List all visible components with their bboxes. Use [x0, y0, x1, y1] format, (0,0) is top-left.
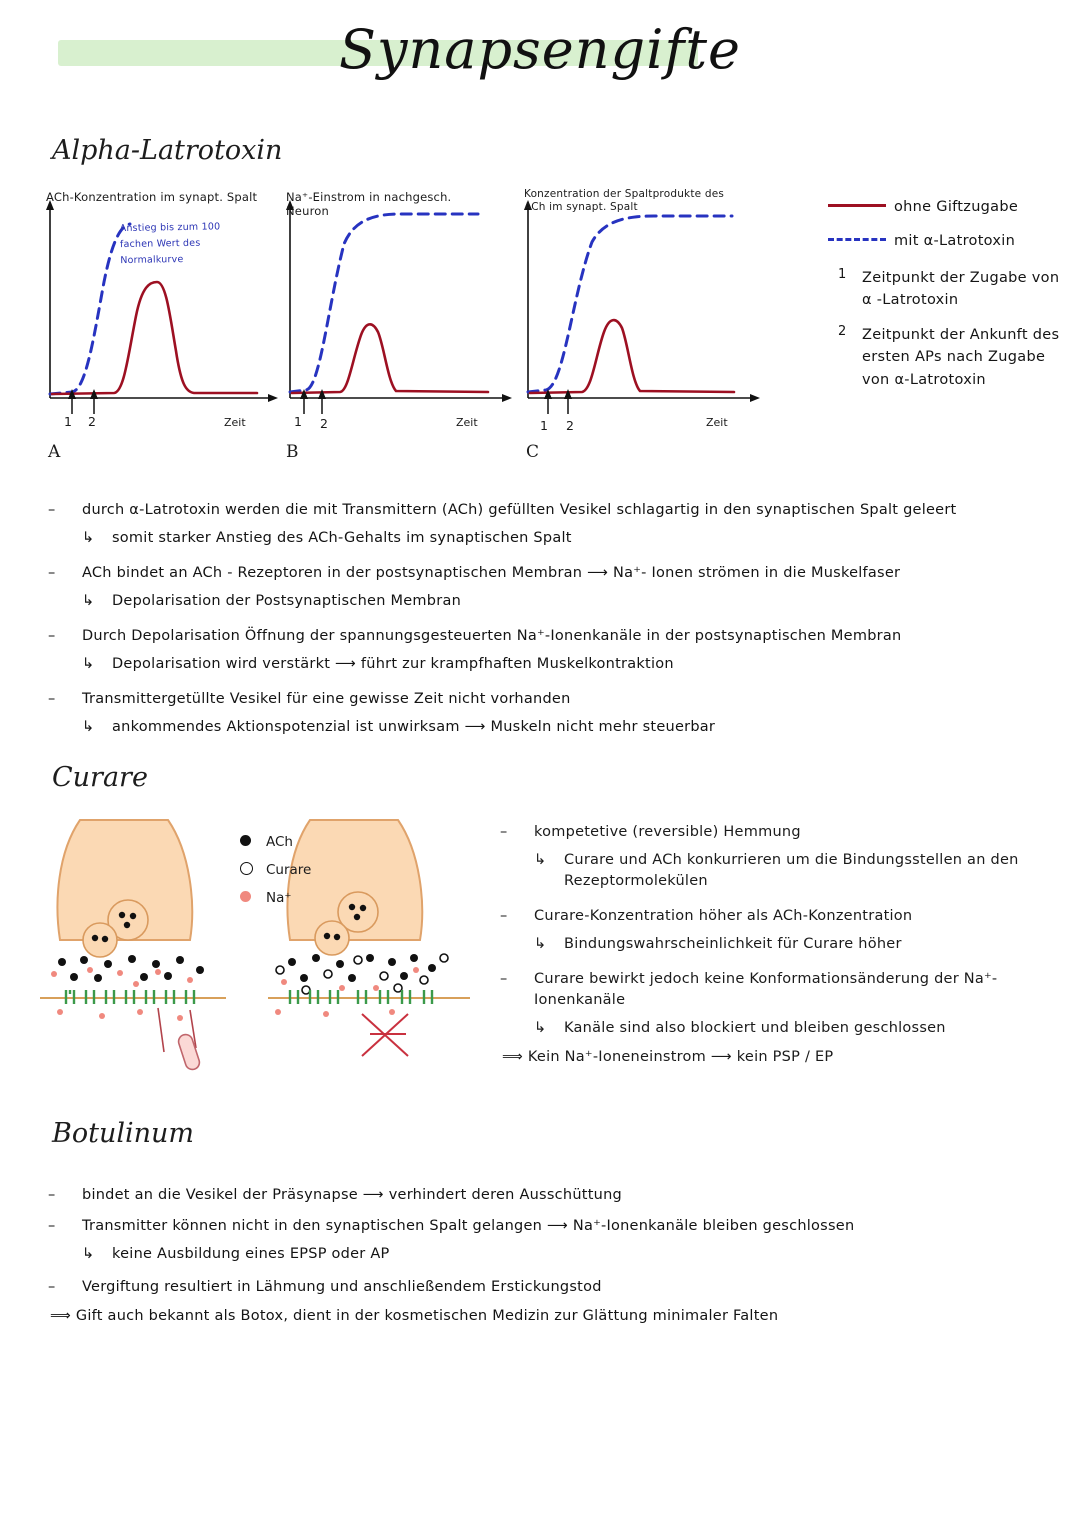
dash-icon: –	[48, 565, 56, 582]
bullet-sub	[48, 591, 1048, 612]
bullet-main: ACh bindet an ACh - Rezeptoren in der postsynaptischen Membran ⟶ Na⁺- Ionen strömen in die Muskelfaser	[82, 565, 901, 582]
bullet-main: Curare bewirkt jedoch keine Konformationsänderung der Na⁺-Ionenkanäle	[534, 971, 998, 1009]
dash-icon: –	[48, 1187, 56, 1203]
curare-conclusion: ⟹ Kein Na⁺-Ioneneinstrom ⟶ kein PSP / EP	[502, 1049, 834, 1066]
graph-legend	[828, 196, 1078, 403]
arrow-icon: ↳	[82, 656, 95, 673]
curare-synapse-diagram	[40, 812, 490, 1082]
legend-row-dashed	[828, 230, 1078, 252]
arrow-icon: ↳	[82, 1246, 95, 1263]
dash-icon: –	[500, 971, 508, 988]
dash-icon: –	[48, 691, 56, 708]
page-title-area	[0, 18, 1080, 108]
legend-note-2: Zeitpunkt der Ankunft des ersten APs nach Zugabe von α-Latrotoxin	[862, 326, 1060, 388]
alpha-bullet-list	[48, 500, 1048, 746]
legend-number-2: 2	[838, 323, 847, 339]
bullet-sub	[500, 1018, 1060, 1039]
bullet-sub-text: keine Ausbildung eines EPSP oder AP	[112, 1246, 390, 1263]
graph-panel-group	[42, 186, 822, 476]
graph-c-title: Konzentration der Spaltprodukte des ACh im synapt. Spalt	[524, 188, 725, 214]
list-item	[500, 969, 1060, 1039]
legend-row-note-1	[828, 267, 1078, 312]
list-item	[500, 906, 1060, 955]
open-circle-icon	[240, 862, 266, 879]
list-item	[48, 1185, 1048, 1206]
list-item	[48, 689, 1048, 738]
filled-black-circle-icon	[240, 834, 266, 850]
legend-item-ach	[240, 828, 311, 856]
graph-panel-a	[42, 186, 287, 476]
dash-icon: –	[48, 628, 56, 645]
bullet-main: Durch Depolarisation Öffnung der spannungsgesteuerten Na⁺-Ionenkanäle in der postsynaptischen Membran	[82, 628, 902, 645]
section-heading-curare: Curare	[52, 762, 148, 793]
dash-icon: –	[48, 502, 56, 518]
graph-c-letter: C	[526, 442, 540, 462]
legend-dashed-label: mit α-Latrotoxin	[894, 233, 1016, 250]
legend-item-na	[240, 884, 311, 912]
bullet-sub-text: Depolarisation wird verstärkt ⟶ führt zur krampfhaften Muskelkontraktion	[112, 656, 674, 673]
graph-b-letter: B	[286, 442, 299, 462]
list-item	[48, 1216, 1048, 1265]
bullet-sub	[48, 1244, 1048, 1265]
curare-bullet-list	[500, 822, 1060, 1065]
graph-b-tick-1: 1	[294, 414, 302, 429]
arrow-icon: ↳	[534, 1020, 547, 1037]
bullet-sub	[500, 934, 1060, 955]
legend-solid-label: ohne Giftzugabe	[894, 199, 1019, 215]
graph-b-title: Na⁺-Einstrom in nachgesch. Neuron	[286, 190, 452, 219]
graph-a-tick-2: 2	[88, 414, 96, 429]
graph-c-xlabel: Zeit	[706, 416, 728, 429]
legend-row-note-2	[828, 324, 1078, 391]
bullet-sub-text: Curare und ACh konkurrieren um die Bindungsstellen an den Rezeptormolekülen	[564, 852, 1019, 890]
graph-panel-b	[282, 186, 527, 476]
solid-line-icon	[828, 196, 894, 214]
legend-note-1: Zeitpunkt der Zugabe von α -Latrotoxin	[862, 269, 1060, 309]
dash-icon: –	[48, 1279, 56, 1296]
graph-a-annotation: Anstieg bis zum 100 fachen Wert des Normalkurve	[119, 221, 221, 267]
bullet-main: bindet an die Vesikel der Präsynapse ⟶ verhindert deren Ausschüttung	[82, 1187, 622, 1203]
bullet-main: Vergiftung resultiert in Lähmung und anschließendem Erstickungstod	[82, 1279, 602, 1296]
graph-b-xlabel: Zeit	[456, 416, 478, 429]
botulinum-conclusion: ⟹ Gift auch bekannt als Botox, dient in der kosmetischen Medizin zur Glättung minimaler Falten	[50, 1308, 779, 1325]
dash-icon: –	[500, 824, 508, 840]
list-item	[48, 626, 1048, 675]
bullet-sub-text: Depolarisation der Postsynaptischen Membran	[112, 593, 462, 610]
bullet-main: Transmittergetüllte Vesikel für eine gewisse Zeit nicht vorhanden	[82, 691, 571, 708]
dash-icon: –	[500, 908, 508, 925]
legend-label: ACh	[266, 834, 293, 850]
dashed-line-icon	[828, 230, 894, 248]
graph-a-tick-1: 1	[64, 414, 72, 429]
bullet-sub-text: Bindungswahrscheinlichkeit für Curare höher	[564, 936, 902, 953]
list-item	[500, 822, 1060, 892]
legend-item-curare	[240, 856, 311, 884]
bullet-sub-text: somit starker Anstieg des ACh-Gehalts im synaptischen Spalt	[112, 530, 572, 547]
bullet-main: Curare-Konzentration höher als ACh-Konzentration	[534, 908, 913, 925]
bullet-sub	[48, 528, 1048, 549]
arrow-icon: ↳	[534, 936, 547, 953]
bullet-sub	[48, 654, 1048, 675]
bullet-main: Transmitter können nicht in den synaptischen Spalt gelangen ⟶ Na⁺-Ionenkanäle bleiben geschlossen	[82, 1218, 855, 1235]
graph-c-tick-1: 1	[540, 418, 548, 433]
page-title: Synapsengifte	[339, 18, 741, 81]
list-item	[48, 1277, 1048, 1298]
section-heading-botulinum: Botulinum	[52, 1118, 194, 1149]
legend-row-solid	[828, 196, 1078, 218]
section-heading-alpha-latrotoxin: Alpha-Latrotoxin	[52, 135, 282, 166]
arrow-icon: ↳	[82, 719, 95, 736]
bullet-main: kompetetive (reversible) Hemmung	[534, 824, 801, 840]
dash-icon: –	[48, 1218, 56, 1235]
bullet-sub-text: Kanäle sind also blockiert und bleiben geschlossen	[564, 1020, 946, 1037]
curare-legend	[240, 828, 311, 912]
graph-a-letter: A	[48, 442, 61, 462]
graph-a-title: ACh-Konzentration im synapt. Spalt	[46, 190, 258, 204]
legend-number-1: 1	[838, 266, 847, 282]
graph-panel-c	[520, 186, 775, 476]
graph-c-tick-2: 2	[566, 418, 574, 433]
graph-a-xlabel: Zeit	[224, 416, 246, 429]
legend-label: Na⁺	[266, 890, 292, 906]
graph-b-tick-2: 2	[320, 416, 328, 431]
bullet-sub-text: ankommendes Aktionspotenzial ist unwirksam ⟶ Muskeln nicht mehr steuerbar	[112, 719, 716, 736]
list-item	[48, 500, 1048, 549]
bullet-sub	[48, 717, 1048, 738]
arrow-icon: ↳	[82, 530, 95, 547]
arrow-icon: ↳	[82, 593, 95, 610]
arrow-icon: ↳	[534, 852, 547, 869]
filled-red-circle-icon	[240, 890, 266, 906]
bullet-sub	[500, 850, 1060, 892]
legend-label: Curare	[266, 862, 312, 878]
botulinum-bullet-list	[48, 1185, 1048, 1324]
list-item	[48, 563, 1048, 612]
bullet-main: durch α-Latrotoxin werden die mit Transmittern (ACh) gefüllten Vesikel schlagartig in den synaptischen Spalt geleert	[82, 502, 957, 518]
